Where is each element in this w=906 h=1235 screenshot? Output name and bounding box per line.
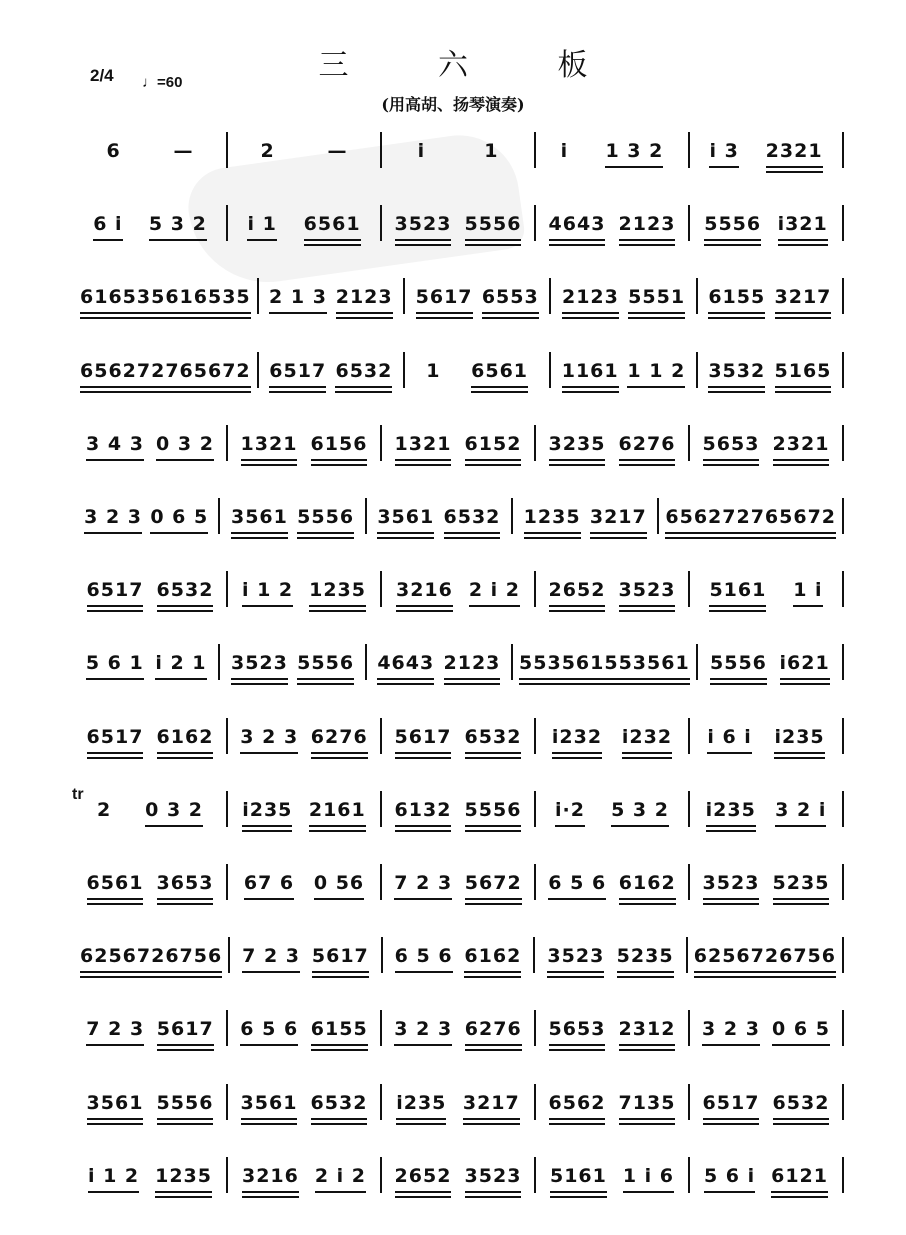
note-group: 7135 [619, 1092, 676, 1120]
instrument-subtitle: (用高胡、扬琴演奏) [381, 95, 525, 114]
note-group: 553561 [604, 652, 689, 680]
measure [536, 571, 688, 607]
note-group: 553561 [519, 652, 604, 680]
note-group: 67 6 [244, 872, 294, 900]
measure [690, 1157, 842, 1193]
note-group: 5617 [395, 726, 452, 754]
note-group: 6553 [482, 286, 539, 314]
note-group: i232 [552, 726, 602, 754]
measure [74, 132, 226, 168]
note-group: 5556 [465, 799, 522, 827]
note-group: 5617 [312, 945, 369, 973]
measure [536, 132, 688, 168]
score-line [74, 1006, 844, 1046]
note-group: 3561 [377, 506, 434, 534]
note-group: 6162 [464, 945, 521, 973]
barline [842, 425, 844, 461]
note-group: i235 [242, 799, 292, 827]
note-group: 5556 [297, 652, 354, 680]
note-group: 6 5 6 [395, 945, 453, 973]
measure [74, 1010, 226, 1046]
measure [382, 132, 534, 168]
measure [259, 278, 403, 314]
note-group: 5 3 2 [611, 799, 669, 827]
note-group: 625672 [694, 945, 779, 973]
note-group: 3532 [708, 360, 765, 388]
measure [382, 205, 534, 241]
note-group: 1321 [241, 433, 298, 461]
note-group: 2123 [444, 652, 501, 680]
barline [842, 937, 844, 973]
score-line [74, 567, 844, 607]
measure [74, 864, 226, 900]
note-group: i 1 2 [88, 1165, 139, 1193]
note-group: 6517 [87, 579, 144, 607]
note-group: 3523 [231, 652, 288, 680]
note-group: 5235 [617, 945, 674, 973]
note-group: 5653 [703, 433, 760, 461]
note-group: 0 6 5 [772, 1018, 830, 1046]
note-group: i 1 [247, 213, 276, 241]
note-group: 0 56 [314, 872, 364, 900]
note-group: i621 [780, 652, 830, 680]
measure [405, 278, 549, 314]
note-group: 6152 [465, 433, 522, 461]
score-line [74, 787, 844, 827]
score-line [74, 494, 844, 534]
note-group: 6 i [93, 213, 122, 241]
measure [228, 1084, 380, 1120]
note-group: 5672 [465, 872, 522, 900]
note-group: 6532 [157, 579, 214, 607]
note-group: i321 [778, 213, 828, 241]
note-group: 5556 [710, 652, 767, 680]
measure [382, 791, 534, 827]
note-group: 1 i [793, 579, 822, 607]
note-group: 7 2 3 [394, 872, 452, 900]
score-line [74, 274, 844, 314]
score-line [74, 1080, 844, 1120]
note-group: 6121 [771, 1165, 828, 1193]
note-group: 6532 [773, 1092, 830, 1120]
note-group: 3217 [775, 286, 832, 314]
measure [382, 864, 534, 900]
measure [74, 1084, 226, 1120]
measure [659, 498, 842, 534]
note-group: 6561 [471, 360, 528, 388]
note-group: 6532 [335, 360, 392, 388]
note-group: 6165 [80, 286, 137, 314]
note-group: 3 2 3 [394, 1018, 452, 1046]
measure [228, 571, 380, 607]
measure [230, 937, 381, 973]
note-group: i·2 [555, 799, 585, 827]
barline [842, 644, 844, 680]
note-group: 5556 [465, 213, 522, 241]
note-group: 5556 [704, 213, 761, 241]
barline [842, 278, 844, 314]
note-group: 72765672 [722, 506, 836, 534]
measure [74, 791, 226, 827]
note-group: 5 3 2 [149, 213, 207, 241]
piece-title: 三 六 板 [318, 48, 628, 83]
note-group: 3523 [547, 945, 604, 973]
note-group: 5653 [549, 1018, 606, 1046]
measure [551, 278, 695, 314]
measure [228, 718, 380, 754]
barline [842, 791, 844, 827]
measure [74, 718, 226, 754]
note-group: 5556 [157, 1092, 214, 1120]
measure [228, 132, 380, 168]
measure [698, 644, 842, 680]
barline [842, 571, 844, 607]
note-group: 6162 [157, 726, 214, 754]
measure [698, 352, 842, 388]
measure [551, 352, 695, 388]
note-group: 2652 [549, 579, 606, 607]
measure [228, 864, 380, 900]
note-group: 3561 [87, 1092, 144, 1120]
measure [382, 571, 534, 607]
note-group: 6 [106, 140, 121, 162]
note-group: 6562 [665, 506, 722, 534]
measure [228, 1157, 380, 1193]
measure [536, 791, 688, 827]
barline [842, 498, 844, 534]
measure [382, 1010, 534, 1046]
note-group: 1 3 2 [605, 140, 663, 168]
note-group: 3235 [549, 433, 606, 461]
note-group: 2123 [619, 213, 676, 241]
note-group: 5617 [157, 1018, 214, 1046]
note-group: 6132 [395, 799, 452, 827]
measure [690, 205, 842, 241]
measure [382, 1084, 534, 1120]
score-line [74, 421, 844, 461]
note-group: 6155 [311, 1018, 368, 1046]
note-group: 3217 [463, 1092, 520, 1120]
barline [842, 132, 844, 168]
note-group: 1161 [562, 360, 619, 388]
measure [228, 205, 380, 241]
note-group: 3 2 3 [702, 1018, 760, 1046]
barline [842, 718, 844, 754]
barline [842, 1084, 844, 1120]
note-group: 3523 [395, 213, 452, 241]
measure [690, 1084, 842, 1120]
note-group: 2321 [766, 140, 823, 168]
note-group: 7 2 3 [86, 1018, 144, 1046]
measure [367, 644, 511, 680]
measure [690, 1010, 842, 1046]
measure [690, 571, 842, 607]
note-group: 625672 [80, 945, 165, 973]
barline [842, 864, 844, 900]
note-group: 6517 [269, 360, 326, 388]
tempo-marking: ♩=60 [142, 74, 183, 91]
note-group: 2 i 2 [315, 1165, 366, 1193]
note-group: 2 i 2 [469, 579, 520, 607]
note-group: 1235 [155, 1165, 212, 1193]
measure [74, 498, 218, 534]
note-group: i 6 i [707, 726, 751, 754]
note-group: 6561 [304, 213, 361, 241]
note-group: 6562 [80, 360, 137, 388]
measure [690, 791, 842, 827]
measure [690, 132, 842, 168]
note-group: 1321 [395, 433, 452, 461]
note-group: 6561 [87, 872, 144, 900]
measure [536, 1010, 688, 1046]
note-group: i 3 [709, 140, 738, 168]
note-group: 2321 [773, 433, 830, 461]
note-group: 6562 [549, 1092, 606, 1120]
barline [842, 1157, 844, 1193]
measure [405, 352, 549, 388]
measure [690, 718, 842, 754]
note-group: 1235 [524, 506, 581, 534]
note-group: 2312 [619, 1018, 676, 1046]
note-group: 3 2 3 [240, 726, 298, 754]
note-group: 3523 [465, 1165, 522, 1193]
note-group: 5161 [550, 1165, 607, 1193]
note-group: 7 2 3 [242, 945, 300, 973]
note-group: 2123 [336, 286, 393, 314]
note-group: 2123 [562, 286, 619, 314]
measure [74, 205, 226, 241]
score-line [74, 1153, 844, 1193]
note-group: 5556 [297, 506, 354, 534]
note-group: 0 6 5 [150, 506, 208, 534]
note-group: 6532 [311, 1092, 368, 1120]
measure [74, 1157, 226, 1193]
trill-mark: tr [72, 786, 84, 803]
note-group: 5235 [773, 872, 830, 900]
note-group: — [327, 140, 348, 162]
note-group: — [173, 140, 194, 162]
note-group: 1 [484, 140, 499, 162]
measure [74, 571, 226, 607]
note-group: 0 3 2 [145, 799, 203, 827]
measure [690, 864, 842, 900]
measure [535, 937, 686, 973]
note-group: 4643 [377, 652, 434, 680]
measure [382, 718, 534, 754]
measure [220, 644, 364, 680]
note-group: 3216 [242, 1165, 299, 1193]
note-group: 3 2 3 [84, 506, 142, 534]
note-group: 2 [260, 140, 275, 162]
measure [698, 278, 842, 314]
barline [842, 352, 844, 388]
note-group: 3 4 3 [86, 433, 144, 461]
note-group: 5 6 i [704, 1165, 755, 1193]
note-group: 5617 [416, 286, 473, 314]
note-group: 6532 [465, 726, 522, 754]
note-group: 6276 [465, 1018, 522, 1046]
note-group: 2652 [395, 1165, 452, 1193]
note-group: i235 [396, 1092, 446, 1120]
measure [74, 278, 257, 314]
measure [74, 425, 226, 461]
measure [228, 791, 380, 827]
measure [513, 644, 696, 680]
note-group: i 2 1 [155, 652, 206, 680]
measure [536, 1084, 688, 1120]
note-group: 6 5 6 [548, 872, 606, 900]
note-group: 3216 [396, 579, 453, 607]
barline [842, 1010, 844, 1046]
note-group: 2161 [309, 799, 366, 827]
score-line [74, 933, 844, 973]
note-group: 6756 [779, 945, 836, 973]
note-group: 6756 [165, 945, 222, 973]
measure [74, 352, 257, 388]
note-group: 3523 [619, 579, 676, 607]
barline [842, 205, 844, 241]
measure [536, 205, 688, 241]
note-group: 1 1 2 [627, 360, 685, 388]
note-group: 3561 [231, 506, 288, 534]
note-group: 5165 [775, 360, 832, 388]
note-group: 2 [96, 798, 112, 821]
note-group: i [560, 140, 569, 162]
measure [228, 425, 380, 461]
note-group: 6156 [311, 433, 368, 461]
note-group: 1 i 6 [623, 1165, 674, 1193]
score-line [74, 640, 844, 680]
note-group: 2 1 3 [269, 286, 327, 314]
note-group: 4643 [549, 213, 606, 241]
note-group: 5 6 1 [86, 652, 144, 680]
note-group: 6 5 6 [240, 1018, 298, 1046]
note-group: 6155 [708, 286, 765, 314]
note-group: 6517 [703, 1092, 760, 1120]
measure [220, 498, 364, 534]
note-group: 35616535 [137, 286, 251, 314]
note-group: i232 [622, 726, 672, 754]
measure [536, 718, 688, 754]
measure [228, 1010, 380, 1046]
note-group: 1235 [309, 579, 366, 607]
note-group: 3 2 i [775, 799, 826, 827]
measure [513, 498, 657, 534]
note-group: 72765672 [137, 360, 251, 388]
note-group: 1 [426, 359, 441, 382]
measure [259, 352, 403, 388]
note-group: 3217 [590, 506, 647, 534]
note-group: 6276 [311, 726, 368, 754]
score-line [74, 201, 844, 241]
note-group: 3653 [157, 872, 214, 900]
note-group: 6532 [444, 506, 501, 534]
note-group: i235 [774, 726, 824, 754]
measure [536, 1157, 688, 1193]
measure [536, 425, 688, 461]
measure [536, 864, 688, 900]
score-line [74, 714, 844, 754]
note-group: 6276 [619, 433, 676, 461]
measure [688, 937, 842, 973]
measure [383, 937, 534, 973]
note-group: 6517 [87, 726, 144, 754]
measure [382, 425, 534, 461]
note-group: 0 3 2 [156, 433, 214, 461]
score-line [74, 348, 844, 388]
note-group: 3561 [241, 1092, 298, 1120]
score-line [74, 128, 844, 168]
note-group: i235 [706, 799, 756, 827]
note-group: 5161 [709, 579, 766, 607]
measure [74, 644, 218, 680]
note-group: i [417, 140, 426, 162]
note-group: 5551 [628, 286, 685, 314]
note-group: i 1 2 [242, 579, 293, 607]
measure [382, 1157, 534, 1193]
note-group: 6162 [619, 872, 676, 900]
measure [367, 498, 511, 534]
measure [74, 937, 228, 973]
measure [690, 425, 842, 461]
note-group: 3523 [703, 872, 760, 900]
score-line [74, 860, 844, 900]
time-signature: 2/4 [90, 66, 114, 85]
